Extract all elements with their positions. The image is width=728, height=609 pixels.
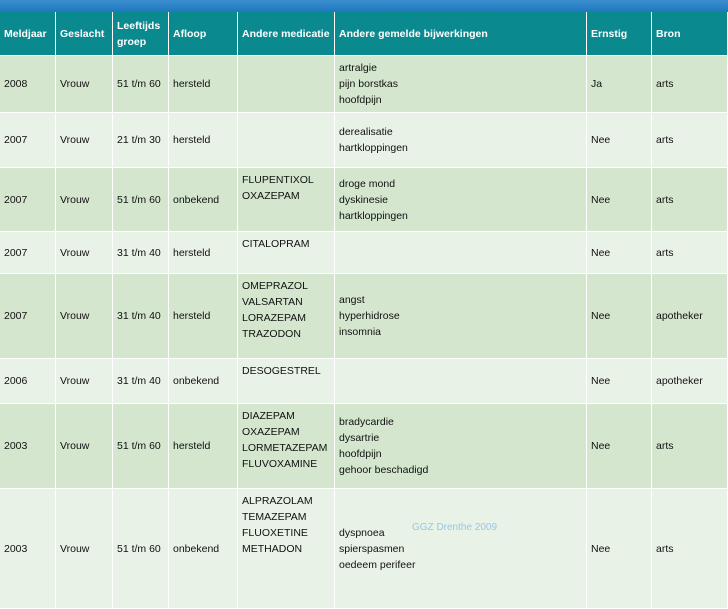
cell-meldjaar: 2006 (0, 359, 56, 404)
cell-leeftijdsgroep: 51 t/m 60 (113, 56, 169, 113)
table-row (0, 168, 728, 232)
cell-bron: arts (652, 404, 728, 489)
table-row (0, 404, 728, 489)
side-effect-item: dysartrie (339, 432, 380, 444)
cell-meldjaar: 2007 (0, 274, 56, 359)
table-row (0, 274, 728, 359)
cell-andere-bijwerkingen (335, 168, 587, 232)
side-effect-item: hartkloppingen (339, 209, 408, 222)
cell-ernstig: Ja (587, 56, 652, 113)
cell-ernstig: Nee (587, 274, 652, 359)
cell-afloop: hersteld (169, 404, 238, 489)
cell-meldjaar: 2007 (0, 168, 56, 232)
header-bron: Bron (652, 12, 728, 56)
cell-bron: arts (652, 168, 728, 232)
cell-ernstig: Nee (587, 232, 652, 274)
cell-meldjaar: 2003 (0, 489, 56, 609)
cell-andere-bijwerkingen (335, 359, 587, 404)
medication-item: OXAZEPAM (242, 426, 300, 438)
cell-ernstig: Nee (587, 489, 652, 609)
cell-geslacht: Vrouw (56, 359, 113, 404)
side-effect-item: gehoor beschadigd (339, 464, 429, 476)
side-effect-item: angst (339, 294, 365, 306)
cell-geslacht: Vrouw (56, 113, 113, 168)
side-effect-item: spierspasmen (339, 542, 405, 555)
cell-afloop: onbekend (169, 489, 238, 609)
side-effect-item: dyspnoea (339, 526, 385, 539)
cell-andere-bijwerkingen (335, 274, 587, 359)
table-row (0, 359, 728, 404)
cell-andere-bijwerkingen (335, 232, 587, 274)
cell-afloop: onbekend (169, 168, 238, 232)
cell-afloop: hersteld (169, 232, 238, 274)
table-row (0, 232, 728, 274)
cell-andere-medicatie (238, 489, 335, 609)
cell-andere-bijwerkingen (335, 56, 587, 113)
cell-geslacht: Vrouw (56, 56, 113, 113)
medication-item: LORAZEPAM (242, 312, 306, 324)
header-ernstig: Ernstig (587, 12, 652, 56)
side-effect-item: hoofdpijn (339, 94, 382, 106)
table-body (0, 56, 728, 609)
medication-item: FLUVOXAMINE (242, 458, 318, 470)
medication-item: OMEPRAZOL (242, 280, 308, 292)
medication-item: DIAZEPAM (242, 410, 295, 422)
header-leeftijdsgroep: Leeftijdsgroep (113, 12, 169, 56)
cell-geslacht: Vrouw (56, 489, 113, 609)
cell-meldjaar: 2007 (0, 232, 56, 274)
cell-andere-medicatie (238, 56, 335, 113)
cell-ernstig: Nee (587, 359, 652, 404)
medication-item: LORMETAZEPAM (242, 442, 328, 454)
cell-geslacht: Vrouw (56, 404, 113, 489)
side-effect-item: hoofdpijn (339, 448, 382, 460)
medication-item: DESOGESTREL (242, 365, 321, 377)
cell-andere-bijwerkingen (335, 113, 587, 168)
cell-geslacht: Vrouw (56, 274, 113, 359)
medication-item: METHADON (242, 543, 303, 555)
cell-leeftijdsgroep: 31 t/m 40 (113, 359, 169, 404)
cell-bron: arts (652, 232, 728, 274)
medication-item: FLUPENTIXOL (242, 174, 314, 186)
cell-bron: arts (652, 113, 728, 168)
medication-item: FLUOXETINE (242, 527, 308, 539)
cell-meldjaar: 2008 (0, 56, 56, 113)
medication-item: VALSARTAN (242, 296, 303, 308)
cell-meldjaar: 2003 (0, 404, 56, 489)
cell-leeftijdsgroep: 51 t/m 60 (113, 489, 169, 609)
header-geslacht: Geslacht (56, 12, 113, 56)
medication-item: TRAZODON (242, 328, 301, 340)
cell-andere-medicatie (238, 274, 335, 359)
medication-item: ALPRAZOLAM (242, 495, 313, 507)
medication-item: CITALOPRAM (242, 238, 310, 250)
side-effect-item: oedeem perifeer (339, 558, 416, 571)
side-effect-item: derealisatie (339, 126, 393, 138)
table-row (0, 113, 728, 168)
cell-bron: arts (652, 56, 728, 113)
cell-geslacht: Vrouw (56, 168, 113, 232)
table-row (0, 56, 728, 113)
cell-andere-medicatie (238, 113, 335, 168)
cell-andere-medicatie (238, 168, 335, 232)
side-effect-item: hyperhidrose (339, 310, 400, 322)
cell-ernstig: Nee (587, 168, 652, 232)
cell-ernstig: Nee (587, 404, 652, 489)
side-effect-item: pijn borstkas (339, 78, 398, 90)
side-effect-item: dyskinesie (339, 193, 389, 206)
header-andere-bijwerkingen: Andere gemelde bijwerkingen (335, 12, 587, 56)
cell-bron: arts (652, 489, 728, 609)
cell-afloop: hersteld (169, 274, 238, 359)
cell-andere-medicatie (238, 359, 335, 404)
cell-andere-bijwerkingen (335, 404, 587, 489)
side-effect-item: insomnia (339, 326, 382, 338)
cell-andere-medicatie (238, 232, 335, 274)
side-effect-item: hartkloppingen (339, 142, 408, 154)
cell-andere-medicatie (238, 404, 335, 489)
cell-afloop: hersteld (169, 113, 238, 168)
header-row (0, 12, 728, 56)
cell-afloop: onbekend (169, 359, 238, 404)
side-effects-table (0, 12, 728, 609)
cell-bron: apotheker (652, 359, 728, 404)
cell-afloop: hersteld (169, 56, 238, 113)
watermark: GGZ Drenthe 2009 (412, 522, 498, 533)
cell-bron: apotheker (652, 274, 728, 359)
side-effect-item: artralgie (339, 62, 377, 74)
cell-leeftijdsgroep: 21 t/m 30 (113, 113, 169, 168)
side-effect-item: droge mond (339, 177, 396, 190)
header-andere-medicatie: Andere medicatie (238, 12, 335, 56)
header-afloop: Afloop (169, 12, 238, 56)
table-row (0, 489, 728, 609)
cell-leeftijdsgroep: 51 t/m 60 (113, 168, 169, 232)
cell-leeftijdsgroep: 31 t/m 40 (113, 232, 169, 274)
cell-geslacht: Vrouw (56, 232, 113, 274)
cell-leeftijdsgroep: 51 t/m 60 (113, 404, 169, 489)
cell-leeftijdsgroep: 31 t/m 40 (113, 274, 169, 359)
cell-meldjaar: 2007 (0, 113, 56, 168)
medication-item: OXAZEPAM (242, 190, 300, 202)
side-effect-item: bradycardie (339, 416, 394, 428)
medication-item: TEMAZEPAM (242, 511, 307, 523)
header-meldjaar: Meldjaar (0, 12, 56, 56)
cell-ernstig: Nee (587, 113, 652, 168)
cell-andere-bijwerkingen (335, 489, 587, 609)
slide-top-bar (0, 0, 728, 12)
